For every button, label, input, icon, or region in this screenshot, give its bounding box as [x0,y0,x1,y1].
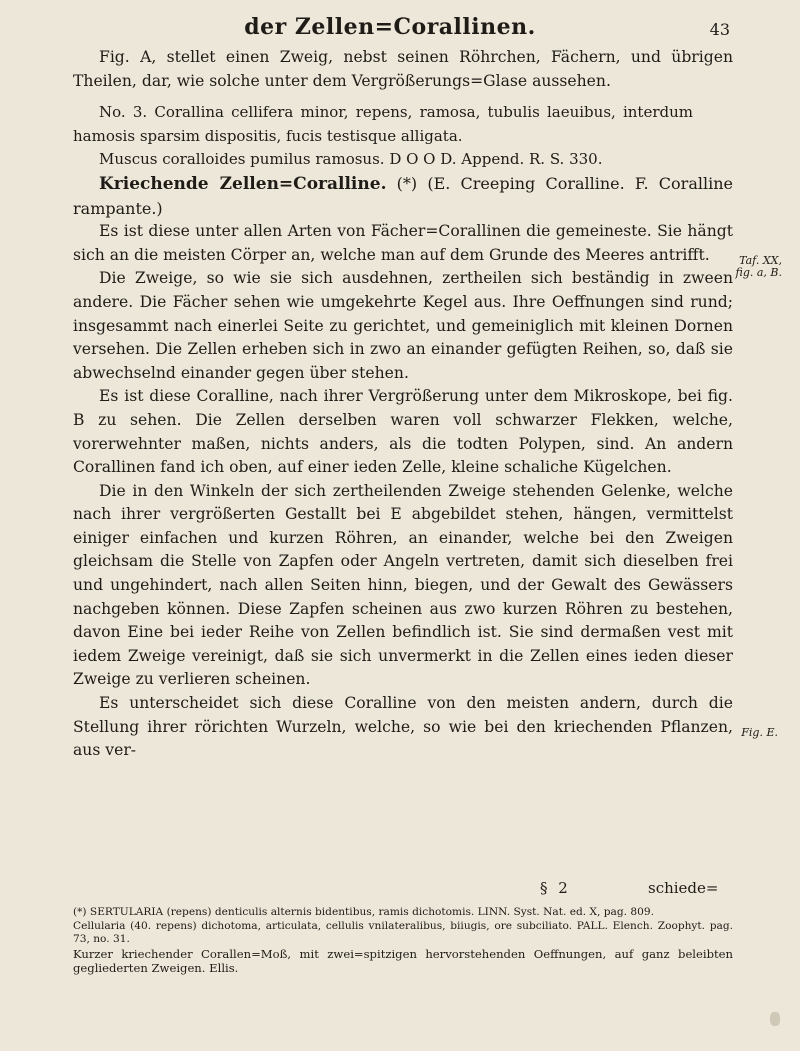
margin-note-figure: Fig. E. [741,726,778,739]
species-latin-diagnosis: No. 3. Corallina cellifera minor, repens, ramosa, tubulis laeuibus, interdum hamosis sparsim dispositis, fucis testisque alligata. [73,103,693,145]
footnote-cellularia: Cellularia (40. repens) dichotoma, articulata, cellulis vnilateralibus, biiugis, ore subciliato. PALL. Elench. Zoophyt. pag. 73, no. 31. [73,920,733,945]
margin-note-plate: Taf. XX, fig. a, B. [735,254,782,279]
catchword: schiede= [648,879,719,897]
paragraph-2: Die Zweige, so wie sie sich ausdehnen, zertheilen sich beständig in zween andere. Die Fächer sehen wie umgekehrte Kegel aus. Ihre Oeffnungen sind rund; insgesammt nach einerlei Seite zu gerichtet, und gemeiniglich mit kleinen Dornen versehen. Die Zellen erheben sich in zwo an einander gefügten Reihen, so, daß sie abwechselnd einander gegen über stehen. [73,269,733,382]
fig-a-description: Fig. A, stellet einen Zweig, nebst seinen Röhrchen, Fächern, und übrigen Theilen, dar, wie solche unter dem Vergrößerungs=Glase aussehen. [73,48,733,90]
other-names: (E. Creeping Coralline. F. Coralline rampante.) [73,173,733,218]
page-header [0,6,800,42]
signature-mark: § 2 [540,879,571,897]
common-names [73,172,733,220]
running-title: der Zellen=Corallinen. [244,14,536,40]
footnote-ref: (*) [396,173,418,193]
page-number: 43 [709,20,730,39]
paper-stain [770,1012,780,1026]
footnote-sertularia: (*) SERTULARIA (repens) denticulis alternis bidentibus, ramis dichotomis. LINN. Syst. Nat. ed. X, pag. 809. [73,906,654,918]
paragraph-1: Es ist diese unter allen Arten von Fächer=Corallinen die gemeineste. Sie hängt sich an die meisten Cörper an, welche man auf dem Grunde des Meeres antrifft. [73,222,733,264]
paragraph-5: Es unterscheidet sich diese Coralline von den meisten andern, durch die Stellung ihrer rörichten Wurzeln, welche, so wie bei den kriechenden Pflanzen, aus ver- [73,694,733,760]
paragraph-4: Die in den Winkeln der sich zertheilenden Zweige stehenden Gelenke, welche nach ihrer vergrößerten Gestallt bei E abgebildet stehen, hängen, vermittelst einiger einfachen und kurzen Röhren, an einander, welche bei den Zweigen gleichsam die Stelle von Zapfen oder Angeln vertreten, damit sich dieselben frei und ungehindert, nach allen Seiten hinn, biegen, und der Gewalt des Gewässers nachgeben können. Diese Zapfen scheinen aus zwo kurzen Röhren zu bestehen, davon Eine bei ieder Reihe von Zellen befindlich ist. Sie sind dermaßen vest mit iedem Zweige vereinigt, daß sie sich unvermerkt in die Zellen eines ieden dieser Zweige zu verlieren scheinen. [73,481,733,689]
footnote-german: Kurzer kriechender Corallen=Moß, mit zwei=spitzigen hervorstehenden Oeffnungen, auf ganz beleibten gegliederten Zweigen. Ellis. [73,947,733,975]
species-synonym: Muscus coralloides pumilus ramosus. D O O D. Append. R. S. 330. [99,150,603,169]
footnotes [73,906,733,976]
main-text [73,46,733,763]
german-name: Kriechende Zellen=Coralline. [99,173,387,194]
paragraph-3: Es ist diese Coralline, nach ihrer Vergrößerung unter dem Mikroskope, bei fig. B zu sehen. Die Zellen derselben waren voll schwarzer Flekken, welche, vorerwehnter maßen, nichts anders, als die todten Polypen, sind. An andern Corallinen fand ich oben, auf einer ieden Zelle, kleine schaliche Kügelchen. [73,387,733,477]
